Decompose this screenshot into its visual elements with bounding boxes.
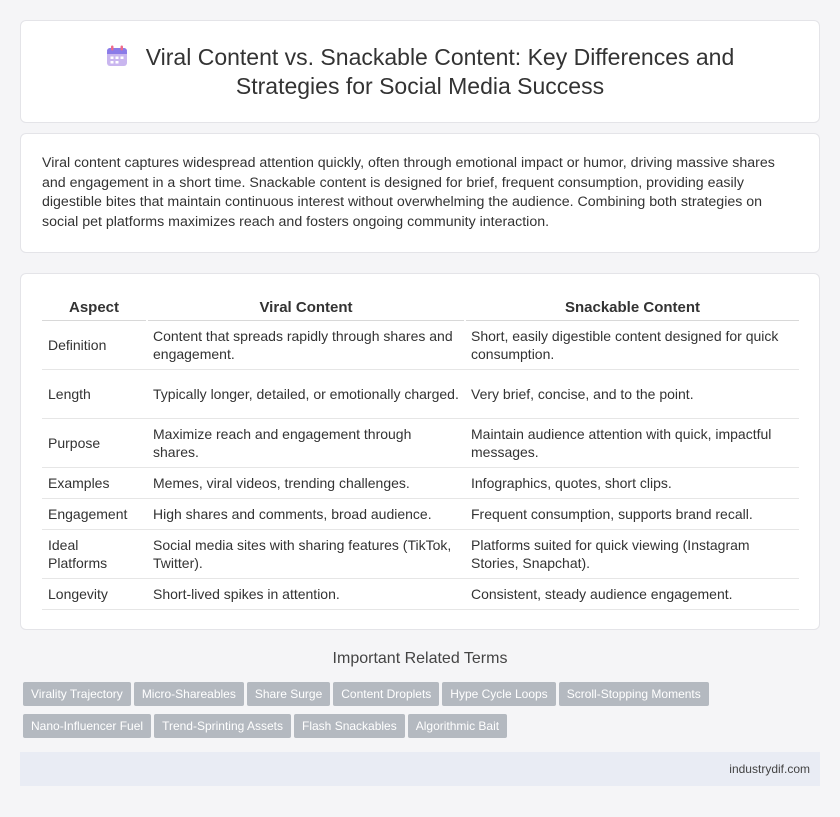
cell-viral: Maximize reach and engagement through shares. — [147, 418, 465, 467]
tag-nano-influencer-fuel[interactable]: Nano-Influencer Fuel — [23, 714, 151, 738]
table-row — [42, 498, 799, 529]
cell-aspect: Ideal Platforms — [42, 529, 147, 578]
title-line-2: Strategies for Social Media Success — [235, 73, 605, 99]
cell-aspect: Longevity — [42, 578, 147, 609]
tag-scroll-stopping-moments[interactable]: Scroll-Stopping Moments — [559, 682, 709, 706]
footer — [20, 752, 820, 786]
table-row — [42, 467, 799, 498]
calendar-icon — [106, 45, 128, 67]
cell-snackable: Platforms suited for quick viewing (Instagram Stories, Snapchat). — [465, 529, 799, 578]
page-title — [21, 43, 819, 101]
cell-viral: High shares and comments, broad audience. — [147, 498, 465, 529]
cell-aspect: Examples — [42, 467, 147, 498]
cell-aspect: Purpose — [42, 418, 147, 467]
table-row — [42, 369, 799, 418]
tag-micro-shareables[interactable]: Micro-Shareables — [134, 682, 244, 706]
cell-aspect: Definition — [42, 320, 147, 369]
table-row — [42, 529, 799, 578]
header-snackable-content: Snackable Content — [465, 294, 799, 320]
cell-snackable: Infographics, quotes, short clips. — [465, 467, 799, 498]
tag-hype-cycle-loops[interactable]: Hype Cycle Loops — [442, 682, 555, 706]
intro-card — [20, 133, 820, 253]
comparison-table-card — [20, 273, 820, 630]
cell-snackable: Frequent consumption, supports brand recall. — [465, 498, 799, 529]
header-viral-content: Viral Content — [147, 294, 465, 320]
title-line-1: Viral Content vs. Snackable Content: Key Differences and — [145, 44, 735, 70]
tag-share-surge[interactable]: Share Surge — [247, 682, 330, 706]
tag-trend-sprinting-assets[interactable]: Trend-Sprinting Assets — [154, 714, 291, 738]
cell-viral: Short-lived spikes in attention. — [147, 578, 465, 609]
title-card — [20, 20, 820, 123]
header-aspect: Aspect — [42, 294, 147, 320]
cell-viral: Social media sites with sharing features (TikTok, Twitter). — [147, 529, 465, 578]
table-header-row — [42, 294, 799, 320]
cell-viral: Typically longer, detailed, or emotionally charged. — [147, 369, 465, 418]
cell-aspect: Length — [42, 369, 147, 418]
cell-viral: Memes, viral videos, trending challenges. — [147, 467, 465, 498]
intro-paragraph: Viral content captures widespread attention quickly, often through emotional impact or humor, driving massive shares and engagement in a short time. Snackable content is designed for brief, frequent consumption, providing easily digestible bites that maintain continuous interest without overwhelming the audience. Combining both strategies on social pet platforms maximizes reach and fosters ongoing community interaction. — [42, 155, 775, 230]
tag-algorithmic-bait[interactable]: Algorithmic Bait — [408, 714, 507, 738]
cell-snackable: Maintain audience attention with quick, impactful messages. — [465, 418, 799, 467]
tag-content-droplets[interactable]: Content Droplets — [333, 682, 439, 706]
related-terms-heading: Important Related Terms — [332, 650, 508, 667]
footer-site-link[interactable]: industrydif.com — [729, 762, 810, 776]
table-row — [42, 320, 799, 369]
table-row — [42, 418, 799, 467]
cell-snackable: Very brief, concise, and to the point. — [465, 369, 799, 418]
cell-snackable: Short, easily digestible content designed for quick consumption. — [465, 320, 799, 369]
cell-aspect: Engagement — [42, 498, 147, 529]
cell-viral: Content that spreads rapidly through shares and engagement. — [147, 320, 465, 369]
cell-snackable: Consistent, steady audience engagement. — [465, 578, 799, 609]
related-terms-tags — [23, 682, 723, 746]
tag-flash-snackables[interactable]: Flash Snackables — [294, 714, 405, 738]
comparison-table — [42, 294, 799, 610]
table-row — [42, 578, 799, 609]
tag-virality-trajectory[interactable]: Virality Trajectory — [23, 682, 131, 706]
